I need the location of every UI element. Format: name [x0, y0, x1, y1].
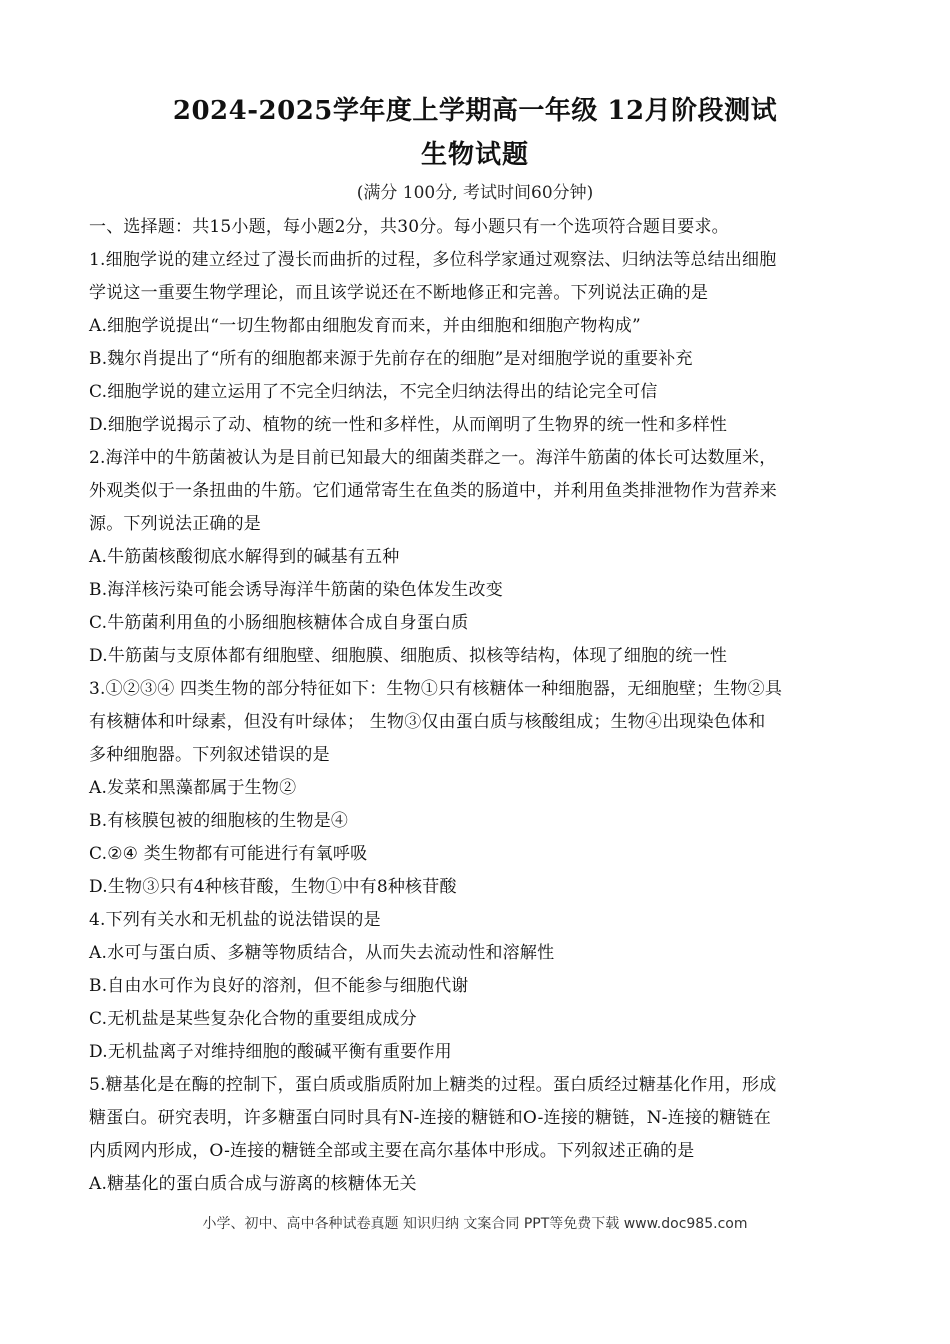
section-heading: 一、选择题：共15小题，每小题2分，共30分。每小题只有一个选项符合题目要求。	[89, 217, 729, 237]
question-1-stem: 1.细胞学说的建立经过了漫长而曲折的过程，多位科学家通过观察法、归纳法等总结出细胞	[89, 250, 777, 270]
question-3-option-c: C.②④ 类生物都有可能进行有氧呼吸	[89, 844, 368, 864]
question-2-stem-cont: 源。下列说法正确的是	[89, 514, 261, 534]
question-4-stem: 4.下列有关水和无机盐的说法错误的是	[89, 910, 381, 930]
question-4-option-a: A.水可与蛋白质、多糖等物质结合，从而失去流动性和溶解性	[89, 943, 555, 963]
question-4-option-d: D.无机盐离子对维持细胞的酸碱平衡有重要作用	[89, 1042, 452, 1062]
exam-title: 2024-2025学年度上学期高一年级 12月阶段测试	[172, 96, 778, 126]
question-2-stem: 2.海洋中的牛筋菌被认为是目前已知最大的细菌类群之一。海洋牛筋菌的体长可达数厘米，	[89, 448, 777, 468]
question-2-stem-cont: 外观类似于一条扭曲的牛筋。它们通常寄生在鱼类的肠道中，并利用鱼类排泄物作为营养来	[89, 481, 777, 501]
question-2-option-d: D.牛筋菌与支原体都有细胞壁、细胞膜、细胞质、拟核等结构，体现了细胞的统一性	[89, 646, 728, 666]
question-3-option-a: A.发菜和黑藻都属于生物②	[89, 778, 297, 798]
question-5-stem: 5.糖基化是在酶的控制下，蛋白质或脂质附加上糖类的过程。蛋白质经过糖基化作用，形成	[89, 1075, 777, 1095]
exam-info: (满分 100分, 考试时间60分钟)	[356, 183, 594, 203]
question-1-option-a: A.细胞学说提出“一切生物都由细胞发育而来，并由细胞和细胞产物构成”	[89, 316, 641, 336]
question-4-option-c: C.无机盐是某些复杂化合物的重要组成成分	[89, 1009, 417, 1029]
question-5-stem-cont: 内质网内形成，O-连接的糖链全部或主要在高尔基体中形成。下列叙述正确的是	[89, 1141, 695, 1161]
question-2-option-a: A.牛筋菌核酸彻底水解得到的碱基有五种	[89, 547, 400, 567]
question-4-option-b: B.自由水可作为良好的溶剂，但不能参与细胞代谢	[89, 976, 469, 996]
question-1-option-c: C.细胞学说的建立运用了不完全归纳法，不完全归纳法得出的结论完全可信	[89, 382, 658, 402]
question-2-option-b: B.海洋核污染可能会诱导海洋牛筋菌的染色体发生改变	[89, 580, 503, 600]
question-2-option-c: C.牛筋菌利用鱼的小肠细胞核糖体合成自身蛋白质	[89, 613, 469, 633]
question-5-option-a: A.糖基化的蛋白质合成与游离的核糖体无关	[89, 1174, 417, 1194]
question-3-stem: 3.①②③④ 四类生物的部分特征如下：生物①只有核糖体一种细胞器，无细胞壁；生物②具	[89, 679, 783, 699]
question-3-option-d: D.生物③只有4种核苷酸，生物①中有8种核苷酸	[89, 877, 457, 897]
question-3-stem-cont: 多种细胞器。下列叙述错误的是	[89, 745, 330, 765]
question-1-option-b: B.魏尔肖提出了“所有的细胞都来源于先前存在的细胞”是对细胞学说的重要补充	[89, 349, 693, 369]
question-3-stem-cont: 有核糖体和叶绿素，但没有叶绿体； 生物③仅由蛋白质与核酸组成；生物④出现染色体和	[89, 712, 766, 732]
page-footer: 小学、初中、高中各种试卷真题 知识归纳 文案合同 PPT等免费下载 www.doc985.com	[202, 1216, 748, 1232]
question-1-stem-cont: 学说这一重要生物学理论，而且该学说还在不断地修正和完善。下列说法正确的是	[89, 283, 709, 303]
question-3-option-b: B.有核膜包被的细胞核的生物是④	[89, 811, 349, 831]
question-1-option-d: D.细胞学说揭示了动、植物的统一性和多样性，从而阐明了生物界的统一性和多样性	[89, 415, 728, 435]
subject-title: 生物试题	[420, 140, 529, 170]
question-5-stem-cont: 糖蛋白。研究表明，许多糖蛋白同时具有N-连接的糖链和O-连接的糖链，N-连接的糖链在	[89, 1108, 771, 1128]
